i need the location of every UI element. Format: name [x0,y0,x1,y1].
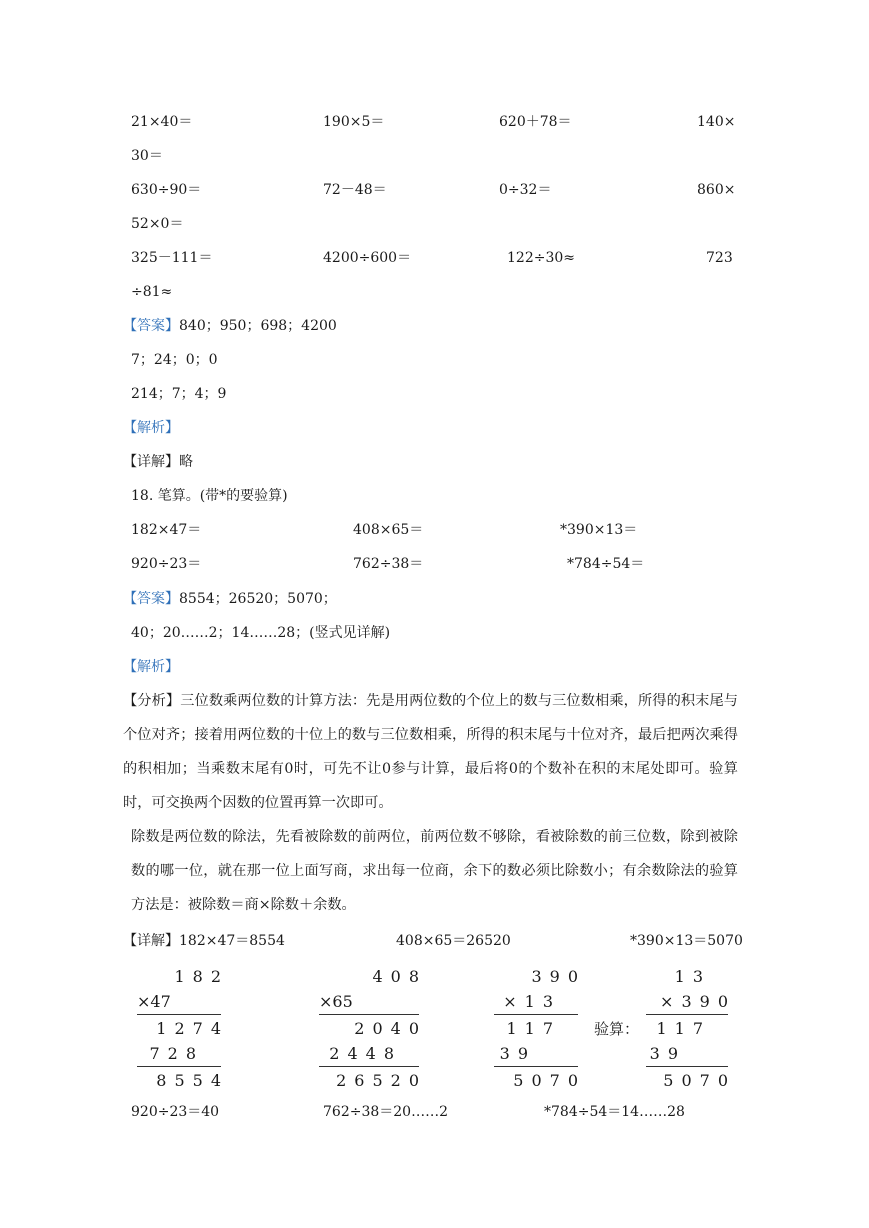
q18-expr-1-1: 182×47＝ [131,522,202,538]
vc4-partial-1: 117 [656,1019,711,1038]
analysis-paragraph-2: 除数是两位数的除法，先看被除数的前两位，前两位数不够除，看被除数的前三位数，除到被除数的哪一位，就在那一位上面写商，求出每一位商，余下的数必须比除数小；有余数除法的验算方法是：被除数＝商×除数＋余数。 [131,829,738,913]
q17-expr-2-4: 860× [697,182,736,198]
q17-expr-1-wrap: 30＝ [131,148,163,164]
q17-expr-3-wrap: ÷81≈ [131,284,173,300]
q17-answer-line-3: 214；7；4；9 [131,386,227,402]
q17-expr-2-2: 72－48＝ [323,182,387,198]
q18-div-eq-3: *784÷54＝14……28 [544,1104,685,1120]
q18-answer [123,590,337,608]
check-label: 验算： [594,1020,640,1038]
q18-detail-eq-3: *390×13＝5070 [630,933,743,949]
q17-answer-line-2: 7；24；0；0 [131,352,218,368]
detail-label: 【详解】 [123,933,179,949]
q17-expr-2-1: 630÷90＝ [131,182,202,198]
vertical-calc-2 [319,967,427,1097]
vc3-line-1 [494,1014,578,1015]
q18-expr-2-3: *784÷54＝ [567,556,645,572]
answer-label: 【答案】 [123,318,179,334]
vc2-line-1 [319,1014,419,1015]
q18-answer-line-2: 40；20……2；14……28；(竖式见详解) [131,625,391,641]
q18-detail-eq-2: 408×65＝26520 [396,933,511,949]
q18-expr-1-2: 408×65＝ [353,522,424,538]
answer-label: 【答案】 [123,591,179,607]
vc4-multiplier: ×390 [660,992,736,1011]
vc3-partial-2: 39 [499,1044,536,1063]
q18-div-eq-1: 920÷23＝40 [131,1104,220,1120]
q17-detail [123,453,193,471]
q18-analysis-label: 【解析】 [123,659,179,675]
vc3-line-2 [494,1066,578,1067]
q17-expr-3-4: 723 [706,250,733,266]
vc2-partial-2: 2448 [329,1044,402,1063]
answer-text: 8554；26520；5070； [179,591,337,607]
q17-answer [123,317,337,335]
analysis-head: 【分析】 [123,693,181,709]
vc4-line-1 [646,1014,728,1015]
detail-label: 【详解】 [123,454,179,470]
vc2-product: 26520 [336,1071,427,1090]
vertical-calc-1 [137,967,229,1097]
q17-expr-3-2: 4200÷600＝ [323,250,412,266]
vc3-product: 5070 [513,1071,586,1090]
vc1-partial-2: 728 [149,1044,204,1063]
vc2-multiplier: ×65 [319,992,353,1011]
q17-expr-2-3: 0÷32＝ [499,182,552,198]
vc3-multiplicand: 390 [531,967,586,986]
vc1-multiplicand: 182 [174,967,229,986]
vc2-partial-1: 2040 [354,1019,427,1038]
analysis-paragraph-1 [123,684,738,820]
q18-div-eq-2: 762÷38＝20……2 [323,1104,448,1120]
vc1-line-2 [137,1066,221,1067]
q17-expr-1-4: 140× [697,114,736,130]
q18-detail-eq-1 [123,932,285,950]
vc4-line-2 [646,1066,728,1067]
q17-expr-1-1: 21×40＝ [131,114,193,130]
q17-expr-1-2: 190×5＝ [323,114,385,130]
answer-text: 840；950；698；4200 [179,318,337,334]
vc2-multiplicand: 408 [372,967,427,986]
vc3-multiplier: ×13 [503,992,561,1011]
q18-expr-2-1: 920÷23＝ [131,556,202,572]
detail-eq-text: 182×47＝8554 [179,933,285,949]
analysis-text-1: 三位数乘两位数的计算方法：先是用两位数的个位上的数与三位数相乘，所得的积末尾与个位对齐；接着用两位数的十位上的数与三位数相乘，所得的积末尾与十位对齐，最后把两次乘得的积相加；当乘数末尾有0时，可先不让0参与计算，最后将0的个数补在积的末尾处即可。验算时，可交换两个因数的位置再算一次即可。 [123,693,738,811]
q18-title: 18. 笔算。(带*的要验算) [131,488,288,504]
vc4-partial-2: 39 [649,1044,686,1063]
vc2-line-2 [319,1066,419,1067]
vc4-multiplicand: 13 [674,967,711,986]
q18-expr-2-2: 762÷38＝ [353,556,424,572]
q17-analysis-label: 【解析】 [123,420,179,436]
vc1-partial-1: 1274 [156,1019,229,1038]
vc3-partial-1: 117 [506,1019,561,1038]
vertical-calc-4 [646,967,736,1097]
q18-expr-1-3: *390×13＝ [560,522,638,538]
vc1-multiplier: ×47 [137,992,171,1011]
vc1-line-1 [137,1014,221,1015]
q17-expr-3-1: 325－111＝ [131,250,213,266]
vertical-calc-3 [494,967,586,1097]
q17-expr-1-3: 620＋78＝ [499,114,572,130]
q17-expr-3-3: 122÷30≈ [507,250,575,266]
q17-expr-2-wrap: 52×0＝ [131,216,184,232]
detail-text: 略 [179,454,193,470]
vc4-product: 5070 [663,1071,736,1090]
vc1-product: 8554 [156,1071,229,1090]
